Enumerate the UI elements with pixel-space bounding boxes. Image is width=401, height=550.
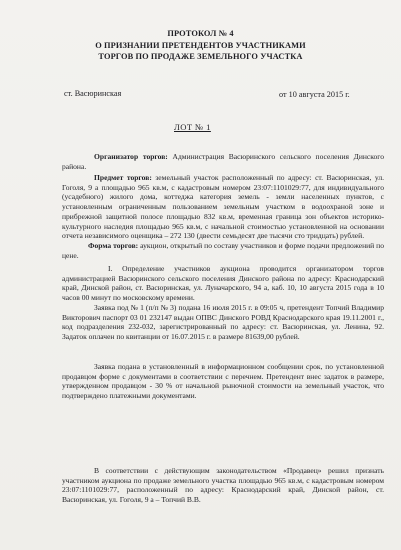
protocol-date: от 10 августа 2015 г. <box>279 90 350 99</box>
decision-paragraph: В соответствии с действующим законодательством «Продавец» решил признать участником аукциона по продаже земельного участка площадью 965 кв.м, с кадастровым номером 23:07:1101029:77, расположенный по адресу: Краснодарский край, Динской район, ст. Васюринская, ул. Гоголя, 9 а – Топчий В.В. <box>62 466 384 505</box>
application-paragraph: Заявка под № 1 (п/п № 3) подана 16 июля 2015 г. в 09:05 ч, претендент Топчий Владимир Викторович паспорт 03 01 232147 выдан ОПВС Динского РОВД Краснодарского края 19.11.2001 г., код подразделения 232-032, зарегистрированный по адресу: ст. Васюринская, ул. Ленина, 92. Задаток оплачен по квитанции от 16.07.2015 г. в размере 81639,00 рублей. <box>62 303 384 342</box>
protocol-title: ПРОТОКОЛ № 4 <box>167 29 234 38</box>
subject-text: земельный участок расположенный по адресу: ст. Васюринская, ул. Гоголя, 9 а площадью 965 кв.м, с кадастровым номером 23:07:1101029:77, для индивидуального (усадебного) жилого дома, коттеджа категория земель - земли населенных пунктов, с установленным ограниченным пользованием земельным участком в водоохраной зоне и прибрежной защитной полосе площадью 832 кв.м, временная граница зон объектов историко-культурного наследия площадью 965 кв.м, с начальной стоимостью установленной на основании отчета независимого оценщика – 272 130 (двести семьдесят две тысячи сто тридцать) рублей. <box>62 173 384 241</box>
protocol-subtitle-line1: О ПРИЗНАНИИ ПРЕТЕНДЕНТОВ УЧАСТНИКАМИ <box>95 41 306 50</box>
organizer-paragraph <box>62 152 384 171</box>
section1-paragraph: I. Определение участников аукциона проводится организатором торгов администрацией Васюринского сельского поселения Динского района по адресу: Краснодарский край, Динской район, ст. Васюринская, ул. Луначарского, 94 а, каб. 10, 10 августа 2015 года в 10 часов 00 минут по московскому времени. <box>62 264 384 303</box>
submission-paragraph: Заявка подана в установленный в информационном сообщении срок, по установленной продавцом форме с документами в соответствии с перечнем. Претендент внес задаток в размере, утвержденном продавцом - 30 % от начальной рыночной стоимости на земельный участок, что подтверждено платежными документами. <box>62 362 384 401</box>
form-label: Форма торгов: <box>88 240 139 250</box>
protocol-place: ст. Васюринская <box>64 89 122 98</box>
subject-label: Предмет торгов: <box>94 173 152 182</box>
subject-paragraph <box>62 173 384 260</box>
lot-number: ЛОТ № 1 <box>174 122 211 132</box>
form-text: аукцион, открытый по составу участников и форме подачи предложений по цене. <box>62 240 384 260</box>
protocol-subtitle-line2: ТОРГОВ ПО ПРОДАЖЕ ЗЕМЕЛЬНОГО УЧАСТКА <box>98 52 303 61</box>
organizer-text: Администрация Васюринского сельского поселения Динского района. <box>62 152 384 171</box>
organizer-label: Организатор торгов: <box>94 152 168 161</box>
